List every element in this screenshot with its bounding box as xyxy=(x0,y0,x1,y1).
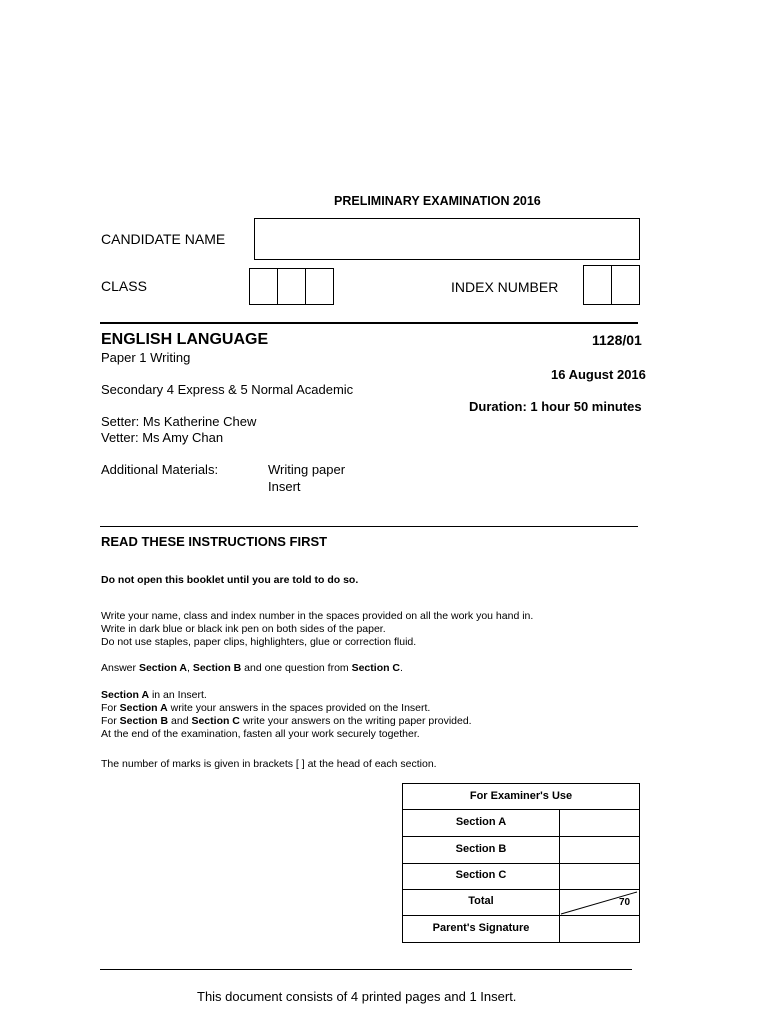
candidate-name-box[interactable] xyxy=(254,218,640,260)
table-row xyxy=(403,809,639,828)
candidate-name-label: CANDIDATE NAME xyxy=(101,231,226,247)
subject-title: ENGLISH LANGUAGE xyxy=(101,331,269,348)
do-not-open-text: Do not open this booklet until you are told to do so. xyxy=(101,574,359,586)
instruction-line: At the end of the examination, fasten all your work securely together. xyxy=(101,728,420,740)
row-label: Section A xyxy=(455,816,507,828)
class-box-divider xyxy=(277,269,278,304)
row-label: Parent's Signature xyxy=(432,922,530,934)
exam-title: PRELIMINARY EXAMINATION 2016 xyxy=(334,194,541,208)
total-marks: 70 xyxy=(619,897,631,908)
marks-note: The number of marks is given in brackets [ ] at the head of each section. xyxy=(101,758,437,770)
paper-name: Paper 1 Writing xyxy=(101,350,191,365)
table-row-total xyxy=(403,889,639,908)
examiner-use-table xyxy=(402,783,640,943)
section-instructions xyxy=(101,689,472,741)
index-number-label: INDEX NUMBER xyxy=(451,279,559,295)
class-boxes[interactable] xyxy=(249,268,334,305)
material-item: Writing paper xyxy=(268,462,346,477)
row-label: Section C xyxy=(455,869,507,881)
answer-instruction: Answer Section A, Section B and one question from Section C. xyxy=(101,662,403,674)
index-box-divider xyxy=(611,266,612,304)
vetter-text: Vetter: Ms Amy Chan xyxy=(101,430,224,445)
index-number-boxes[interactable] xyxy=(583,265,640,305)
instructions-heading: READ THESE INSTRUCTIONS FIRST xyxy=(101,534,328,549)
class-label: CLASS xyxy=(101,278,147,294)
divider-rule xyxy=(100,526,638,527)
instruction-line: Write your name, class and index number in the spaces provided on all the work you hand in. xyxy=(101,610,534,622)
level-text: Secondary 4 Express & 5 Normal Academic xyxy=(101,382,354,397)
table-column-divider xyxy=(559,809,560,942)
setter-text: Setter: Ms Katherine Chew xyxy=(101,414,257,429)
examiner-table-title: For Examiner's Use xyxy=(469,790,573,802)
row-label: Section B xyxy=(455,843,507,855)
instruction-line: Do not use staples, paper clips, highlighters, glue or correction fluid. xyxy=(101,636,417,648)
table-row xyxy=(403,836,639,855)
divider-rule xyxy=(100,969,632,970)
instruction-line: For Section B and Section C write your answers on the writing paper provided. xyxy=(101,715,472,727)
footer-text: This document consists of 4 printed pages and 1 Insert. xyxy=(197,989,517,1004)
materials-label: Additional Materials: xyxy=(101,462,219,477)
divider-rule xyxy=(100,322,638,324)
exam-date: 16 August 2016 xyxy=(551,367,646,382)
material-item: Insert xyxy=(268,479,301,494)
table-row xyxy=(403,915,639,934)
row-label: Total xyxy=(468,895,494,907)
duration-text: Duration: 1 hour 50 minutes xyxy=(469,399,642,414)
subject-code: 1128/01 xyxy=(592,332,642,348)
instruction-line: Section A in an Insert. xyxy=(101,689,207,701)
general-instructions xyxy=(101,610,533,649)
table-row xyxy=(403,863,639,881)
instruction-line: Write in dark blue or black ink pen on both sides of the paper. xyxy=(101,623,386,635)
instruction-line: For Section A write your answers in the spaces provided on the Insert. xyxy=(101,702,431,714)
class-box-divider xyxy=(305,269,306,304)
